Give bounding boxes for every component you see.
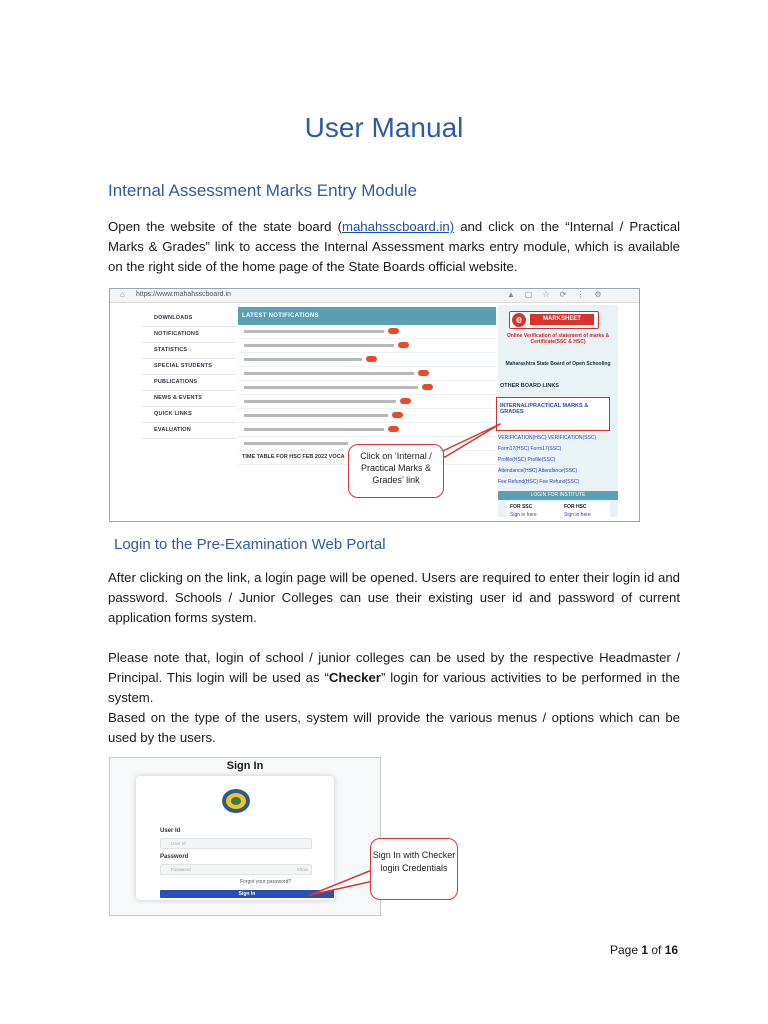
- page-number: [610, 943, 678, 957]
- forgot-password-link[interactable]: Forgot your password?: [240, 879, 292, 885]
- signin-title: Sign In: [226, 760, 264, 772]
- notifications-header: LATEST NOTIFICATIONS: [238, 307, 496, 325]
- menu-item-quick-links[interactable]: QUICK LINKS: [142, 407, 236, 423]
- menu-item-publications[interactable]: PUBLICATIONS: [142, 375, 236, 391]
- for-hsc-label: FOR HSC: [564, 504, 587, 510]
- board-link[interactable]: Attendance(HSC) Attendance(SSC): [498, 468, 578, 474]
- marksheet-e-logo-icon: e: [512, 313, 526, 327]
- online-verification-link[interactable]: Online Verification of statement of marks & Certificate(SSC & HSC): [506, 333, 610, 345]
- home-icon: ⌂: [120, 290, 125, 299]
- checker-paragraph: [108, 648, 680, 708]
- board-link[interactable]: Fee Refund(HSC) Fee Refund(SSC): [498, 479, 580, 485]
- current-page: 1: [641, 943, 649, 957]
- board-website-link[interactable]: mahahsscboard.in): [341, 219, 455, 234]
- internal-practical-marks-link[interactable]: INTERNAL/PRACTICAL MARKS & GRADES: [500, 403, 589, 415]
- open-schooling-link[interactable]: Maharashtra State Board of Open Schooling: [505, 361, 611, 367]
- notification-text: TIME TABLE FOR HSC FEB 2022 VOCA: [242, 454, 345, 460]
- page-of: of: [648, 943, 665, 957]
- signin-screenshot: [109, 757, 381, 916]
- section-heading-internal-assessment: Internal Assessment Marks Entry Module: [108, 181, 417, 200]
- menu-item-evaluation[interactable]: EVALUATION: [142, 423, 236, 439]
- board-link[interactable]: VERIFICATION(HSC) VERIFICATION(SSC): [498, 435, 597, 441]
- browser-toolbar-icons: ▲▢☆⟳⋮⚙: [507, 290, 612, 299]
- menu-item-downloads[interactable]: DOWNLOADS: [142, 311, 236, 327]
- login-for-institute-bar: LOGIN FOR INSTITUTE: [498, 491, 618, 500]
- page-title: User Manual: [304, 112, 464, 143]
- website-screenshot: [109, 288, 640, 522]
- signin-callout: Sign In with Checker login Credentials: [370, 838, 458, 900]
- show-password-toggle[interactable]: Show: [296, 867, 308, 872]
- page-label: Page: [610, 943, 642, 957]
- section-heading-login: Login to the Pre-Examination Web Portal: [114, 536, 386, 553]
- login-paragraph: After clicking on the link, a login page will be opened. Users are required to enter their login id and password. Schools / Junior Colleges can use their existing user id and password of current application forms system.: [108, 570, 680, 625]
- checker-text-post: ” login for various activities to be performed in the system.: [108, 670, 680, 705]
- hsc-sign-in-link[interactable]: Sign in here: [564, 512, 591, 518]
- menu-item-special-students[interactable]: SPECIAL STUDENTS: [142, 359, 236, 375]
- board-link[interactable]: Profile(HSC) Profile(SSC): [498, 457, 556, 463]
- user-id-placeholder: User Id: [171, 841, 186, 846]
- password-placeholder: Password: [171, 867, 191, 872]
- menu-item-statistics[interactable]: STATISTICS: [142, 343, 236, 359]
- ssc-sign-in-link[interactable]: Sign in here: [510, 512, 537, 518]
- user-id-label: User Id: [160, 828, 181, 834]
- password-label: Password: [160, 854, 189, 860]
- for-ssc-label: FOR SSC: [510, 504, 533, 510]
- menus-paragraph: Based on the type of the users, system will provide the various menus / options which can be used by the users.: [108, 710, 680, 745]
- checker-text-pre: Please note that, login of school / junior colleges can be used by the respective Headmaster / Principal. This login will be used as “: [108, 650, 680, 685]
- intro-text-pre: Open the website of the state board (: [108, 219, 342, 234]
- intro-paragraph: [108, 217, 680, 277]
- marksheet-logo-text: MARKSHEET: [530, 314, 594, 325]
- intro-text-post: and click on the “Internal / Practical Marks & Grades” link to access the Internal Assessment marks entry module, which is available on the right side of the home page of the State Boards official website.: [108, 219, 680, 274]
- menu-item-notifications[interactable]: NOTIFICATIONS: [142, 327, 236, 343]
- click-internal-link-callout: Click on ‘Internal / Practical Marks & Grades’ link: [348, 444, 444, 498]
- checker-bold: Checker: [328, 670, 381, 685]
- callout-arrow: [110, 758, 380, 915]
- board-link[interactable]: Form17(HSC) Form17(SSC): [498, 446, 562, 452]
- other-board-links-heading: OTHER BOARD LINKS: [500, 383, 559, 389]
- total-pages: 16: [664, 943, 679, 957]
- menu-item-news-events[interactable]: NEWS & EVENTS: [142, 391, 236, 407]
- url-text: https://www.mahahsscboard.in: [136, 291, 231, 298]
- sign-in-button[interactable]: Sign In: [160, 890, 334, 898]
